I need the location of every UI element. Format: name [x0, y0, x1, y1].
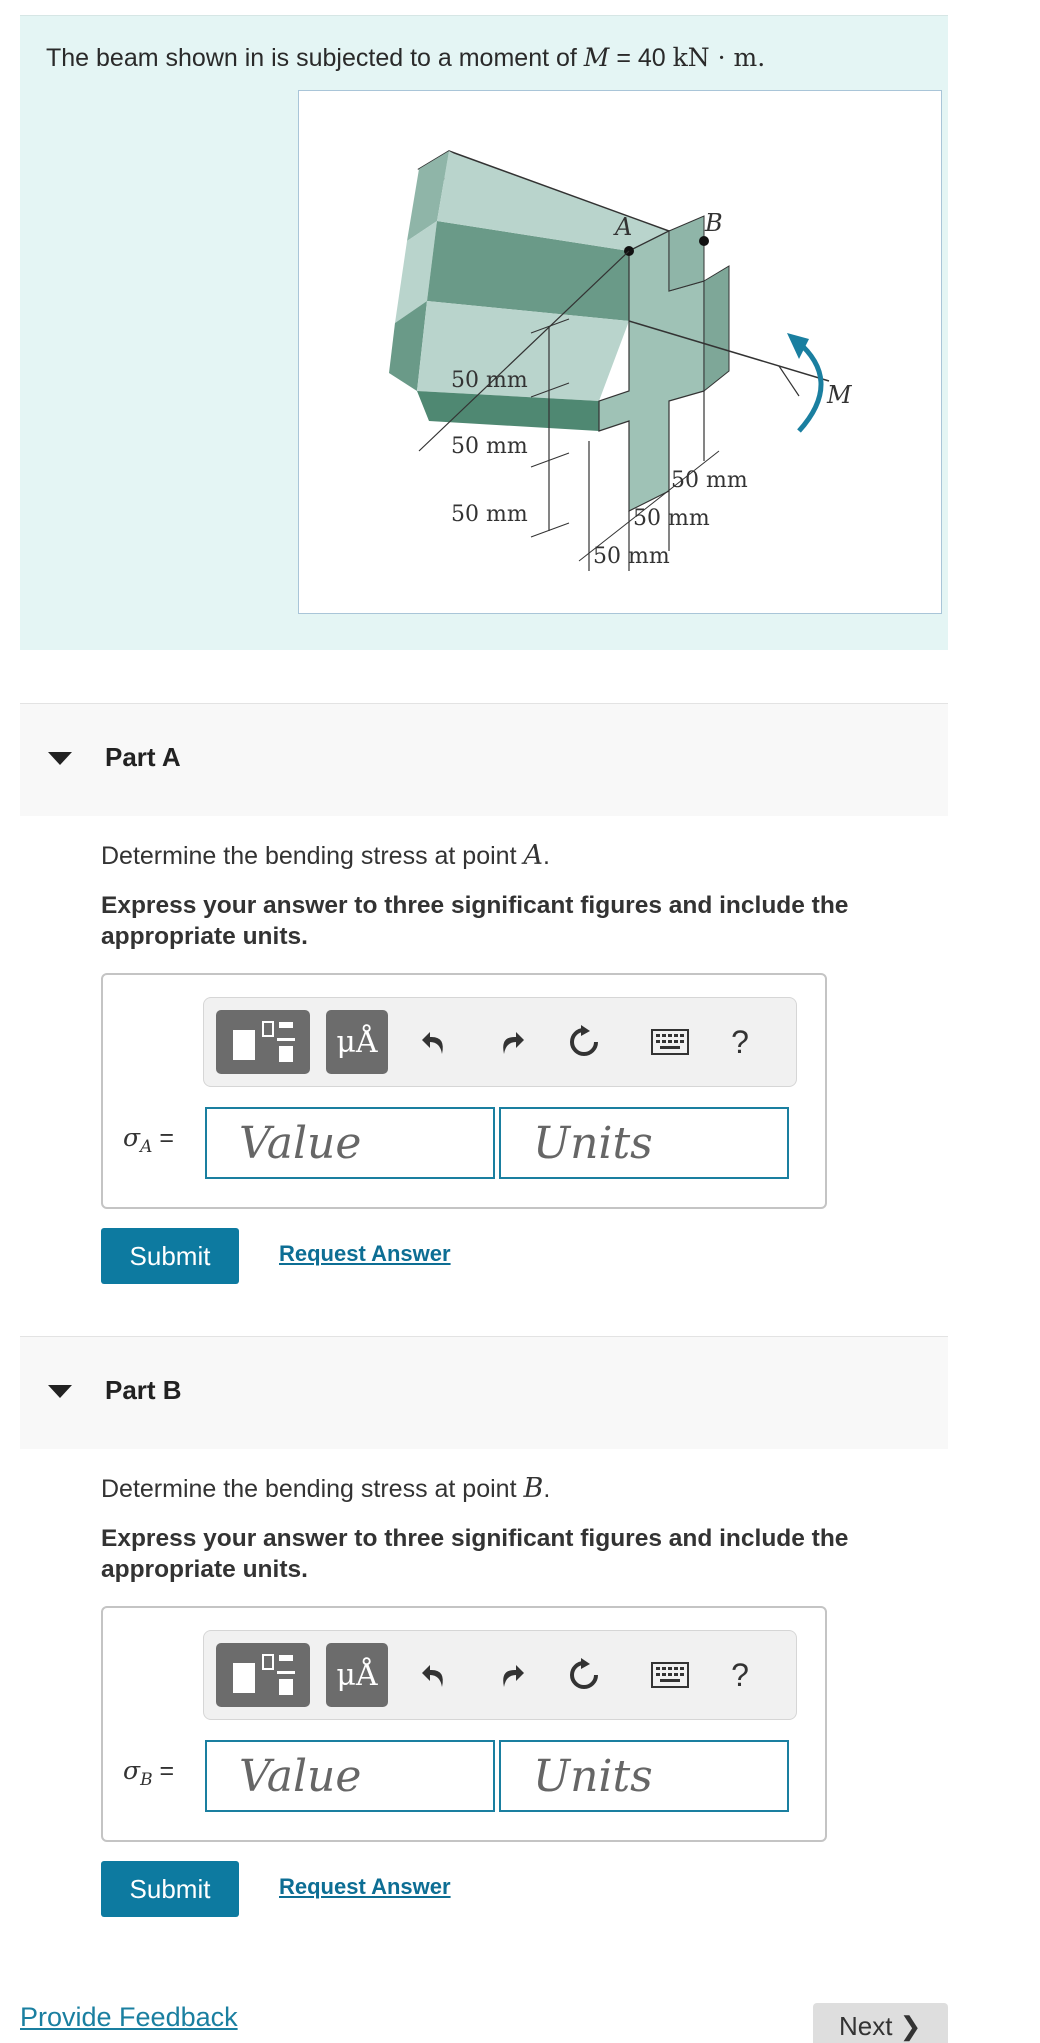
dim-label: 50 mm [633, 506, 710, 531]
moment-label: M [827, 381, 852, 409]
request-answer-link[interactable]: Request Answer [279, 1241, 451, 1266]
keyboard-icon[interactable] [642, 1643, 698, 1707]
collapse-caret-icon[interactable] [48, 1385, 72, 1398]
moment-unit: kN · m. [672, 43, 766, 72]
dim-label: 50 mm [593, 544, 670, 569]
next-button[interactable]: Next ❯ [813, 2003, 948, 2043]
part-a-question: Determine the bending stress at point A. [101, 840, 550, 871]
dim-label: 50 mm [451, 434, 528, 459]
value-input[interactable] [207, 1742, 493, 1810]
value-field[interactable] [205, 1107, 495, 1179]
part-title: Part A [105, 742, 181, 772]
part-b-instruction: Express your answer to three significant figures and include the appropriate units. [101, 1525, 849, 1583]
templates-icon[interactable] [216, 1010, 310, 1074]
units-input[interactable] [501, 1742, 787, 1810]
submit-button[interactable]: Submit [101, 1861, 239, 1917]
keyboard-icon[interactable] [642, 1010, 698, 1074]
reset-icon[interactable] [556, 1643, 612, 1707]
part-b-answer-box [101, 1606, 827, 1842]
provide-feedback-link[interactable]: Provide Feedback [20, 2002, 238, 2032]
part-b-question: Determine the bending stress at point B. [101, 1473, 551, 1504]
value-field[interactable] [205, 1740, 495, 1812]
redo-icon[interactable] [484, 1010, 540, 1074]
dim-label: 50 mm [451, 502, 528, 527]
beam-figure [298, 90, 942, 614]
templates-icon[interactable] [216, 1643, 310, 1707]
problem-text: The beam shown in is subjected to a moment of M = 40 kN · m. [46, 43, 766, 72]
units-field[interactable] [499, 1740, 789, 1812]
math-toolbar [203, 997, 797, 1087]
math-toolbar [203, 1630, 797, 1720]
sigma-a-label: $\sigma_A$ = [123, 1123, 174, 1157]
help-icon[interactable]: ? [731, 1656, 749, 1693]
beam-diagram [299, 91, 941, 613]
moment-symbol: M [583, 43, 610, 72]
sigma-b-label: $\sigma_B$ = [123, 1756, 175, 1790]
collapse-caret-icon[interactable] [48, 752, 72, 765]
value-input[interactable] [207, 1109, 493, 1177]
point-a-label: A [615, 213, 633, 241]
undo-icon[interactable] [406, 1010, 462, 1074]
reset-icon[interactable] [556, 1010, 612, 1074]
part-a-instruction: Express your answer to three significant figures and include the appropriate units. [101, 892, 849, 950]
dim-label: 50 mm [671, 468, 748, 493]
part-a-header[interactable] [20, 703, 948, 816]
units-icon[interactable]: μÅ [326, 1010, 388, 1074]
problem-statement [20, 15, 948, 650]
units-input[interactable] [501, 1109, 787, 1177]
part-a-answer-box [101, 973, 827, 1209]
request-answer-link[interactable]: Request Answer [279, 1874, 451, 1899]
units-icon[interactable]: μÅ [326, 1643, 388, 1707]
help-icon[interactable]: ? [731, 1023, 749, 1060]
redo-icon[interactable] [484, 1643, 540, 1707]
units-field[interactable] [499, 1107, 789, 1179]
part-b-header[interactable] [20, 1336, 948, 1449]
submit-button[interactable]: Submit [101, 1228, 239, 1284]
point-b-label: B [705, 209, 723, 237]
dim-label: 50 mm [451, 368, 528, 393]
undo-icon[interactable] [406, 1643, 462, 1707]
part-title: Part B [105, 1375, 182, 1405]
